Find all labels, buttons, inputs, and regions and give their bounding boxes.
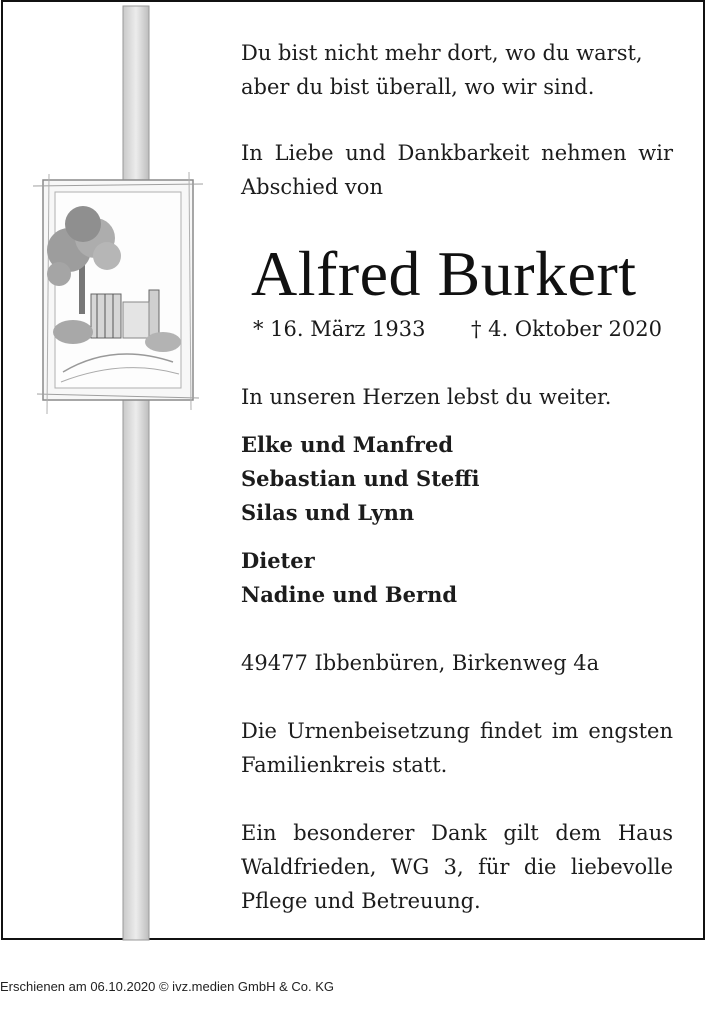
intro-line-2: Abschied von: [241, 175, 383, 199]
intro: [241, 136, 673, 204]
thanks-line-3: Pflege und Betreuung.: [241, 889, 481, 913]
mourner: Sebastian und Steffi: [241, 466, 480, 491]
closing-line: In unseren Herzen lebst du weiter.: [241, 385, 612, 409]
thanks: [241, 816, 673, 918]
publication-footer: Erschienen am 06.10.2020 © ivz.medien GmbH & Co. KG: [0, 979, 335, 994]
death-date: † 4. Oktober 2020: [471, 317, 662, 341]
birth-date: * 16. März 1933: [253, 317, 426, 341]
column-lower: [123, 392, 149, 940]
verse-line-2: aber du bist überall, wo wir sind.: [241, 75, 595, 99]
mourner: Nadine und Bernd: [241, 582, 458, 607]
thanks-line-1: Ein besonderer Dank gilt dem Haus: [241, 821, 673, 845]
obituary-frame: [1, 0, 705, 940]
burial-note-line-2: Familienkreis statt.: [241, 753, 448, 777]
column-upper: [123, 6, 149, 186]
address: 49477 Ibbenbüren, Birkenweg 4a: [241, 651, 600, 675]
burial-note-line-1: Die Urnenbeisetzung findet im engsten: [241, 719, 673, 743]
mourner: Elke und Manfred: [241, 432, 453, 457]
mourner: Silas und Lynn: [241, 500, 415, 525]
burial-note: [241, 714, 673, 782]
mourners-group-2: [241, 544, 673, 612]
deceased-name: Alfred Burkert: [251, 238, 637, 309]
intro-line-1: In Liebe und Dankbarkeit nehmen wir: [241, 141, 673, 165]
mourner: Dieter: [241, 548, 315, 573]
mourners-group-1: [241, 428, 673, 530]
verse: [241, 36, 673, 104]
verse-line-1: Du bist nicht mehr dort, wo du warst,: [241, 41, 643, 65]
thanks-line-2: Waldfrieden, WG 3, für die liebevolle: [241, 855, 673, 879]
decorative-sketch: [3, 2, 243, 942]
